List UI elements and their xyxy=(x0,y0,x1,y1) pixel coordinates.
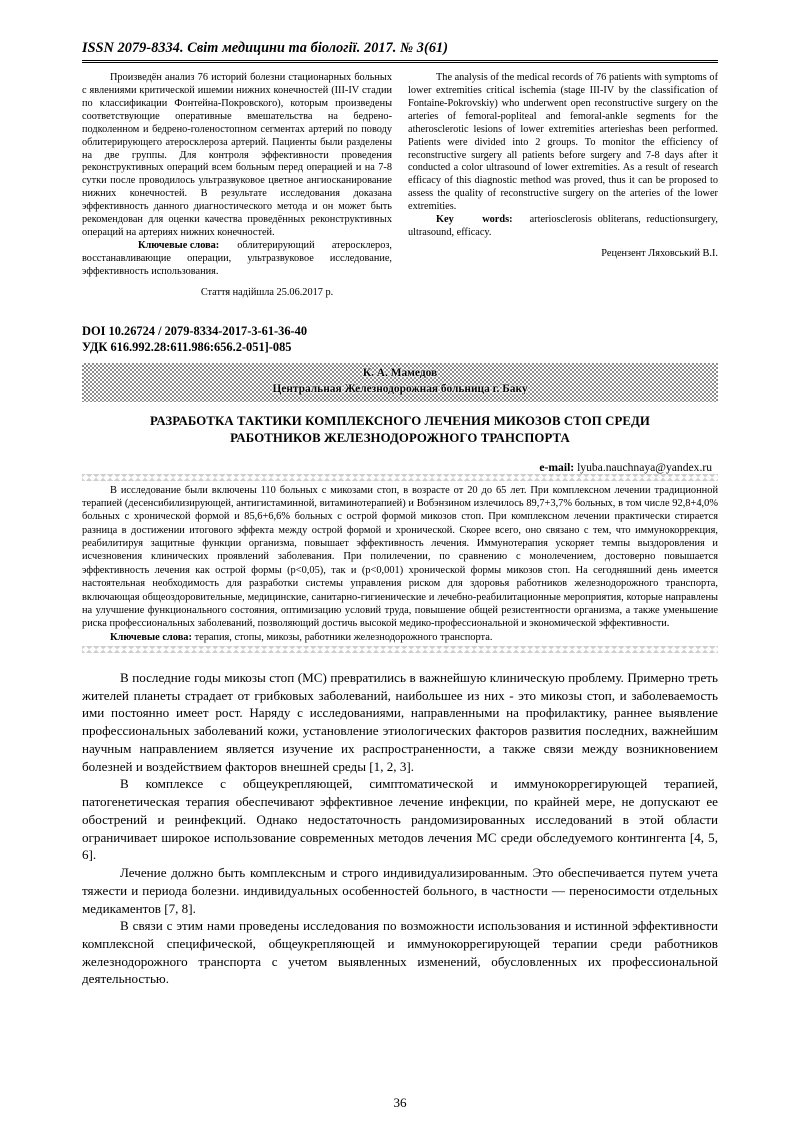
body-paragraph: В связи с этим нами проведены исследования по возможности использования и истинной эффективности комплексной специфической, общеукрепляющей и иммунокоррегирующей терапии среди работников железнодорожного транспорта с учетом выявленных изменений, обусловленных их профессиональной деятельностью. xyxy=(82,918,718,987)
article-abstract-block xyxy=(82,481,718,646)
abstract-en-text: The analysis of the medical records of 76 patients with symptoms of lower extremities critical ischemia (stage III-IV by the classification of Fontaine-Pokrovskiy) who underwent open reconstructive surgery on the arteries of femoral-popliteal and femoral-ankle segments for the atherosclerotic lesions of lower extremities arterieshas been performed. Patients were divided into 2 groups. To monitor the efficiency of reconstructive surgery all patients before surgery and 7-8 days after it conducted a color ultrasound of lower extremities. As a result of research efficacy of this diagnostic method was proved, thus it can be proposed to assess the quality of reconstructive surgery on the arteries of the lower extremities. xyxy=(408,72,718,213)
page-content xyxy=(82,40,718,988)
previous-article-abstract-columns xyxy=(82,72,718,300)
body-paragraph: Лечение должно быть комплексным и строго индивидуализированным. Это обеспечивается путем учета тяжести и периода болезни. индивидуальных особенностей больного, в частности — переносимости отдельных медикаментов [7, 8]. xyxy=(82,865,718,916)
body-paragraph: В комплексе с общеукрепляющей, симптоматической и иммунокоррегирующей терапией, патогенетическая терапия обеспечивают эффективное лечение инфекции, по крайней мере, не допускают ее обострений и реинфекций. Однако недостаточность рандомизированных исследований в этой области ограничивает широкое использование современных методов лечения МС среди обследуемого контингента [4, 5, 6]. xyxy=(82,776,718,863)
keywords-ru-line xyxy=(82,240,392,279)
email-label: e-mail: xyxy=(539,460,575,474)
contact-email-line xyxy=(82,461,718,474)
running-head-rule-thick xyxy=(82,60,718,61)
author-affiliation: Центральная Железнодорожная больница г. Баку xyxy=(272,383,528,396)
page-number: 36 xyxy=(393,1095,407,1110)
keywords-en-label-words: words: xyxy=(482,214,513,226)
article-keywords-label: Ключевые слова: xyxy=(110,631,192,643)
abstract-column-ru xyxy=(82,72,392,300)
author-name: К. А. Мамедов xyxy=(362,367,438,380)
article-title xyxy=(82,413,718,447)
keywords-en-label-key: Key xyxy=(436,214,454,226)
reviewer-note: Рецензент Ляховський В.І. xyxy=(601,247,718,259)
author-affiliation-band xyxy=(82,363,718,401)
keywords-ru-label: Ключевые слова: xyxy=(138,239,220,251)
doi-line: DOI 10.26724 / 2079-8334-2017-3-61-36-40 xyxy=(82,323,308,338)
keywords-ru-text: облитерирующий атеросклероз, восстанавливающие операции, ультразвуковое исследование, эффективность использования. xyxy=(82,239,392,277)
article-keywords-text: терапия, стопы, микозы, работники железнодорожного транспорта. xyxy=(194,631,493,643)
email-address[interactable]: lyuba.nauchnaya@yandex.ru xyxy=(577,460,712,474)
article-keywords-line xyxy=(82,631,718,644)
article-body xyxy=(82,669,718,988)
keywords-en-text: arteriosclerosis obliterans, reductionsurgery, ultrasound, efficacy. xyxy=(408,214,718,239)
keywords-en-line xyxy=(408,214,718,240)
article-title-line-2: РАБОТНИКОВ ЖЕЛЕЗНОДОРОЖНОГО ТРАНСПОРТА xyxy=(230,430,570,445)
udk-line: УДК 616.992.28:611.986:656.2-051]-085 xyxy=(82,340,292,355)
body-paragraph: В последние годы микозы стоп (МС) превратились в важнейшую клиническую проблему. Примерно треть жителей планеты страдает от грибковых заболеваний, наибольшее из них - это микозы стоп, и заболеваемость ими постоянно имеет рост. Наряду с исследованиями, направленными на профилактику, раннее выявление профессиональных заболеваний кожи, установление этиологических факторов развития последних, важнейшим научным направлением является изучение их распространенности, а также связи между возникновением болезней и воздействием факторов внешней среды [1, 2, 3]. xyxy=(82,669,718,774)
abstract-bottom-zigzag-rule xyxy=(82,646,718,653)
abstract-column-en xyxy=(408,72,718,300)
abstract-top-zigzag-rule xyxy=(82,474,718,481)
article-title-line-1: РАЗРАБОТКА ТАКТИКИ КОМПЛЕКСНОГО ЛЕЧЕНИЯ МИКОЗОВ СТОП СРЕДИ xyxy=(150,413,650,428)
running-head-rule-thin xyxy=(82,62,718,63)
running-head: ISSN 2079-8334. Світ медицини та біології. 2017. № 3(61) xyxy=(82,40,449,56)
abstract-ru-text: Произведён анализ 76 историй болезни стационарных больных с явлениями критической ишемии нижних конечностей (III-IV стадии по классификации Фонтейна-Покровского), которым произведены соответствующие оперативные вмешательства на бедрено-подколенном и бедрено-голеностопном сегментах артерий по поводу облитерирующего атеросклероза артерий. Пациенты были разделены на две группы. Для контроля эффективности проведения реконструктивных операций всем больным перед операцией и на 7-8 сутки после проводилось ультразвуковое цветное ангиосканирование нижних конечностей. В результате исследования доказана эффективность данного диагностического метода и он может быть рекомендован для оценки качества проведённых реконструктивных операций на артериях нижних конечностей. xyxy=(82,72,392,239)
identifier-block xyxy=(82,323,718,356)
received-note: Стаття надійшла 25.06.2017 р. xyxy=(200,286,334,298)
article-abstract-text: В исследование были включены 110 больных с микозами стоп, в возрасте от 20 до 65 лет. При комплексном лечении традиционной терапией (десенсибилизирующей, антигистаминной, витаминотерапией) и Вобэнзином излечилось 89,7+3,7% больных, в том числе 92,8+4,0% больных с хронической формой и 85,6+6,6% больных с острой формой микозов стоп. При комплексном лечении практически стирается разница в достижении итогового эффекта между острой формой и хронической. Скорее всего, оно связано с тем, что иммунокоррекция, реабилитируя защитные функции организма, повышает эффективность лечения. Иммунотерапия ускоряет темпы выздоровления и исчезновения клинических проявлений заболевания. При полилечении, по сравнению с монолечением, достоверно повышается эффективность лечения как острой формы (p<0,05), так и (p<0,001) хронической формы микозов стоп. На сегодняшний день имеется настоятельная необходимость для разработки системы управления риском для здоровья работников железнодорожного транспорта, включающая общеоздоровительные, медицинские, санитарно-гигиенические и лечебно-реабилитационные мероприятия, которые направлены на улучшение функционального состояния, оптимизацию условий труда, повышение общей резистентности организма, а также уменьшение риска профессиональных заболеваний, позволяющий достичь высокой медико-профессиональной и экономической эффективности. xyxy=(82,484,718,630)
